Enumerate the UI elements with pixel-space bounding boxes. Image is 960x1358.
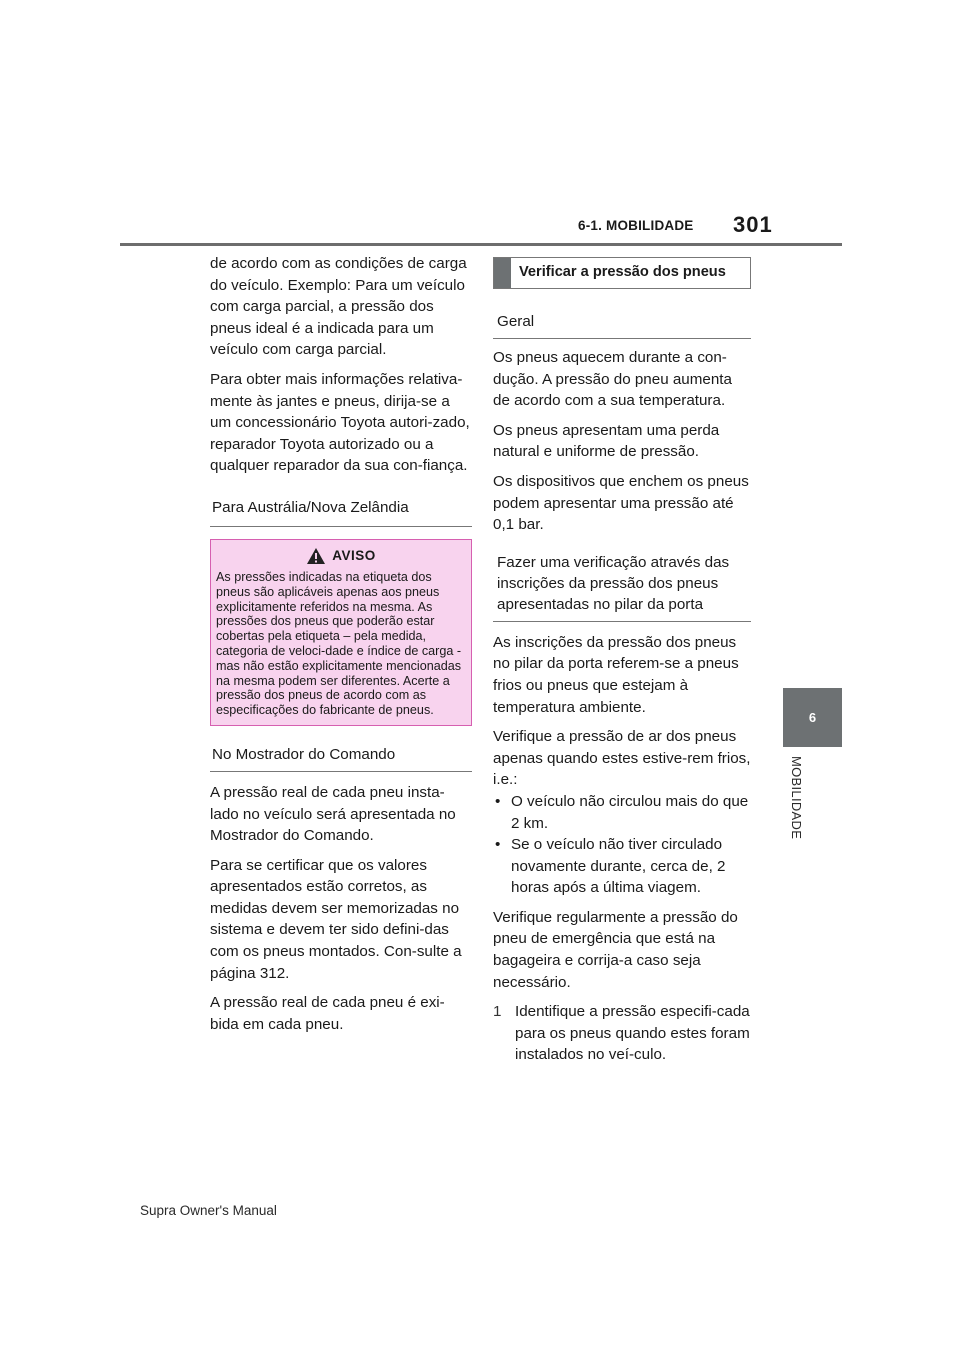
warning-box (210, 539, 472, 726)
subheading-australia: Para Austrália/Nova Zelândia (210, 497, 472, 527)
paragraph: A pressão real de cada pneu é exi-bida em cada pneu. (210, 994, 445, 1033)
heading-bar (494, 258, 511, 288)
subheading-dashboard: No Mostrador do Comando (210, 744, 472, 772)
warning-triangle-icon (306, 547, 326, 565)
paragraph: As inscrições da pressão dos pneus no pilar da porta referem-se a pneus frios ou pneus que estejam à temperatura ambiente. (493, 633, 739, 716)
paragraph: Para se certificar que os valores apresentados estão corretos, as medidas devem ser memorizadas no sistema e devem ter sido defini-das com os pneus montados. Con-sulte a página 312. (210, 856, 462, 982)
right-column (493, 257, 751, 1066)
warning-title: AVISO (332, 548, 376, 564)
section-title: 6-1. MOBILIDADE (578, 218, 694, 233)
chapter-label-container (778, 750, 812, 860)
step-text: Identifique a pressão especifi-cada para os pneus quando estes foram instalados no veí-culo. (515, 1003, 750, 1064)
step-number: 1 (493, 1003, 502, 1021)
paragraph: Os pneus apresentam uma perda natural e uniforme de pressão. (493, 421, 720, 461)
manual-title: Supra Owner's Manual (140, 1203, 277, 1218)
left-column (210, 253, 472, 1043)
paragraph: de acordo com as condições de carga do veículo. Exemplo: Para um veículo com carga parcial, a pressão dos pneus ideal é a indicada para um veículo com carga parcial. (210, 255, 467, 359)
step-item (493, 1001, 751, 1066)
paragraph: Os pneus aquecem durante a con-dução. A pressão do pneu aumenta de acordo com a sua temperatura. (493, 349, 732, 410)
warning-header (216, 542, 466, 570)
paragraph: A pressão real de cada pneu insta-lado no veículo será apresentada no Mostrador do Comando. (210, 783, 456, 845)
chapter-label: MOBILIDADE (789, 756, 804, 840)
subheading-door-pillar: Fazer uma verificação através das inscrições da pressão dos pneus apresentadas no pilar da porta (493, 552, 751, 622)
section-heading-box (493, 257, 751, 289)
paragraph: Para obter mais informações relativa-mente às jantes e pneus, dirija-se a um concessionário Toyota autori-zado, reparador Toyota autorizado ou a qualquer reparador da sua con-fiança. (210, 370, 470, 475)
page-number: 301 (733, 212, 773, 237)
warning-text: As pressões indicadas na etiqueta dos pneus são aplicáveis apenas aos pneus explicitamente referidos na mesma. As pressões dos pneus que poderão estar cobertas pela etiqueta – pela medida, categoria de veloci-dade e índice de carga - mas não estão explicitamente mencionadas na mesma podem ser diferentes. Acerte a pressão dos pneus de acordo com as especificações do fabricante de pneus. (216, 569, 462, 718)
list-item: • Se o veículo não tiver circulado novamente durante, cerca de, 2 horas após a última viagem. (493, 834, 751, 899)
chapter-tab (783, 688, 842, 747)
bullet-list (493, 791, 751, 899)
paragraph: Os dispositivos que enchem os pneus podem apresentar uma pressão até 0,1 bar. (493, 472, 749, 534)
chapter-number: 6 (808, 710, 817, 725)
paragraph: Verifique a pressão de ar dos pneus apenas quando estes estive-rem frios, i.e.: (493, 728, 751, 789)
header-rule (120, 243, 842, 246)
section-heading: Verificar a pressão dos pneus (519, 264, 726, 280)
list-item: • O veículo não circulou mais do que 2 km. (493, 791, 751, 834)
paragraph: Verifique regularmente a pressão do pneu de emergência que está na bagageira e corrija-a caso seja necessário. (493, 908, 738, 991)
subheading-general: Geral (493, 311, 751, 339)
